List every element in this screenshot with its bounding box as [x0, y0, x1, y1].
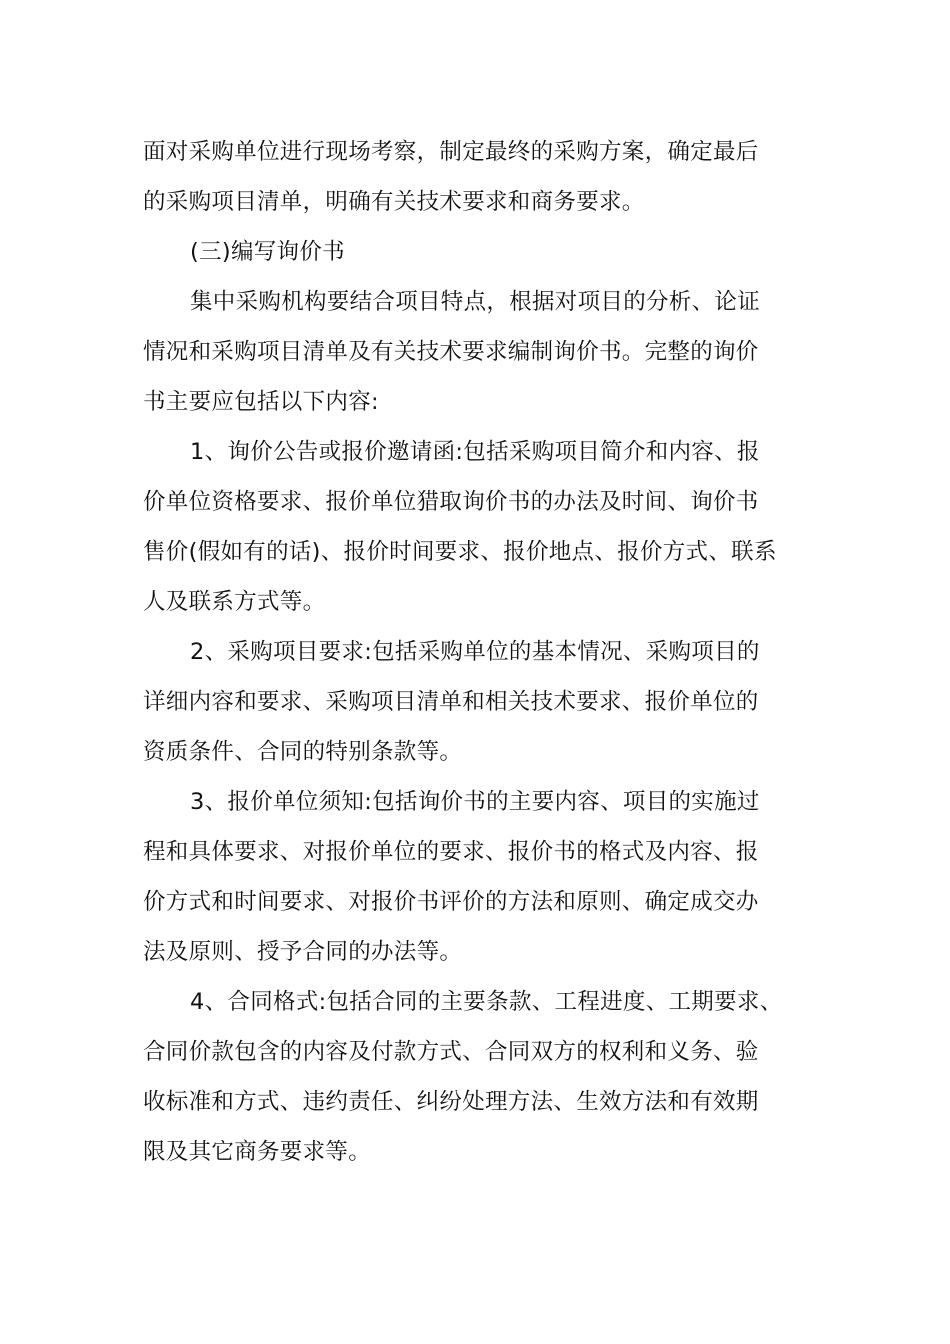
text-line: 详细内容和要求、采购项目清单和相关技术要求、报价单位的	[143, 689, 759, 715]
section-heading	[143, 227, 808, 277]
section-heading-text: (三)编写询价书	[190, 239, 345, 265]
text-line: 合同价款包含的内容及付款方式、合同双方的权利和义务、验	[143, 1039, 759, 1065]
document-body	[143, 127, 808, 1177]
text-line: 人及联系方式等。	[143, 589, 326, 615]
text-line: 书主要应包括以下内容:	[143, 389, 379, 415]
text-line: 4、合同格式:包括合同的主要条款、工程进度、工期要求、	[190, 989, 783, 1015]
text-line: 面对采购单位进行现场考察，制定最终的采购方案，确定最后	[143, 139, 759, 165]
text-line: 1、询价公告或报价邀请函:包括采购项目简介和内容、报	[190, 439, 760, 465]
text-line: 资质条件、合同的特别条款等。	[143, 739, 463, 765]
section-intro-paragraph	[143, 277, 808, 427]
text-line: 程和具体要求、对报价单位的要求、报价书的格式及内容、报	[143, 839, 759, 865]
list-item-1	[143, 427, 808, 627]
text-line: 3、报价单位须知:包括询价书的主要内容、项目的实施过	[190, 789, 760, 815]
list-item-4	[143, 977, 808, 1177]
text-line: 的采购项目清单，明确有关技术要求和商务要求。	[143, 189, 645, 215]
intro-paragraph	[143, 127, 808, 227]
text-line: 收标准和方式、违约责任、纠纷处理方法、生效方法和有效期	[143, 1089, 759, 1115]
text-line: 2、采购项目要求:包括采购单位的基本情况、采购项目的	[190, 639, 760, 665]
list-item-3	[143, 777, 808, 977]
text-line: 售价(假如有的话)、报价时间要求、报价地点、报价方式、联系	[143, 539, 777, 565]
text-line: 价单位资格要求、报价单位猎取询价书的办法及时间、询价书	[143, 489, 759, 515]
text-line: 限及其它商务要求等。	[143, 1139, 372, 1165]
text-line: 集中采购机构要结合项目特点，根据对项目的分析、论证	[190, 289, 761, 315]
list-item-2	[143, 627, 808, 777]
text-line: 法及原则、授予合同的办法等。	[143, 939, 463, 965]
text-line: 价方式和时间要求、对报价书评价的方法和原则、确定成交办	[143, 889, 759, 915]
text-line: 情况和采购项目清单及有关技术要求编制询价书。完整的询价	[143, 339, 759, 365]
